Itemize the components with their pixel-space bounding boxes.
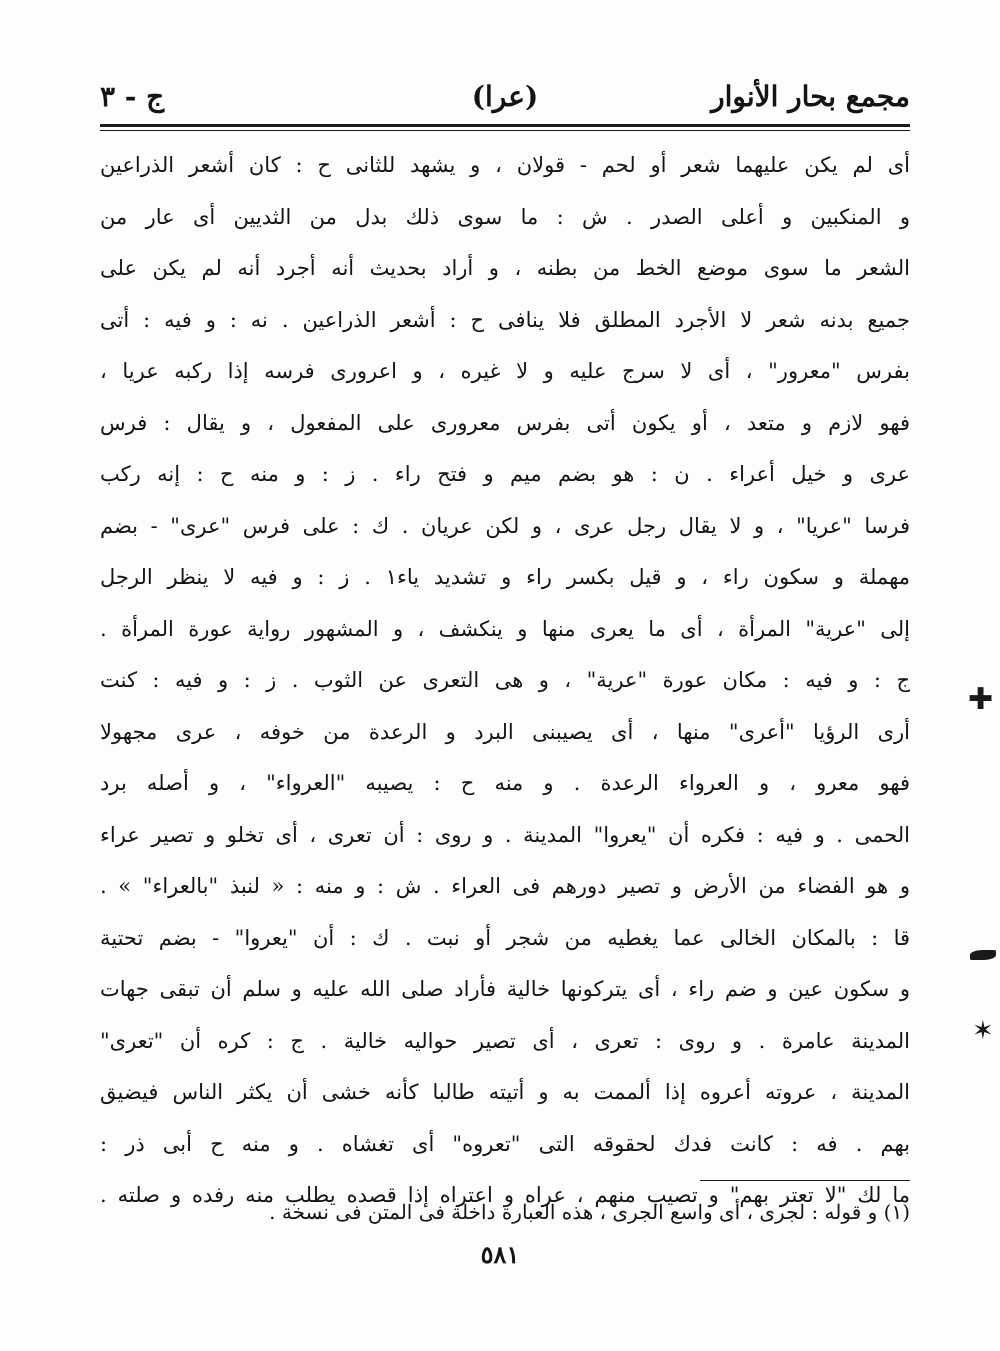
text-line: و المنكبين و أعلى الصدر . ش : ما سوى ذلك بدل من الثديين أى عار من bbox=[100, 204, 910, 229]
header-rule-thin bbox=[100, 130, 910, 131]
text-line: المدينة عامرة . و روى : تعرى ، أى تصير حواليه خالية . ج : كره أن "تعرى" bbox=[100, 1028, 910, 1053]
text-line: الشعر ما سوى موضع الخط من بطنه ، و أراد بحديث أنه أجرد أنه لم يكن على bbox=[100, 256, 910, 280]
text-line: أرى الرؤيا "أعرى" منها ، أى يصيبنى البرد و الرعدة من خوفه ، عرى مجهولا bbox=[100, 719, 910, 744]
text-line: و هو الفضاء من الأرض و تصير دورهم فى العراء . ش : و منه : « لنبذ "بالعراء" » . bbox=[100, 874, 910, 898]
text-line: ما لك "لا تعتر بهم" و تصيب منهم ، عراه و اعتراه إذا قصده يطلب منه رفده و صلته . bbox=[100, 1183, 910, 1207]
text-line: مهملة و سكون راء ، و قيل بكسر راء و تشديد ياء١ . ز : و فيه لا ينظر الرجل bbox=[100, 565, 910, 589]
margin-mark-icon: ✚ bbox=[968, 682, 994, 717]
text-line: و سكون عين و ضم راء ، أى يتركونها خالية فأراد صلى الله عليه و سلم أن تبقى جهات bbox=[100, 977, 910, 1001]
text-line: فرسا "عريا" ، و لا يقال رجل عرى ، و لكن عريان . ك : على فرس "عرى" - بضم bbox=[100, 513, 910, 538]
header-rule-thick bbox=[100, 124, 910, 127]
text-line: ج : و فيه : مكان عورة "عرية" ، و هى التعرى عن الثوب . ز : و فيه : كنت bbox=[100, 668, 910, 692]
entry-root: (عرا) bbox=[471, 80, 539, 113]
volume-number: ج - ٣ bbox=[100, 80, 165, 113]
text-line: إلى "عرية" المرأة ، أى ما يعرى منها و ينكشف ، و المشهور رواية عورة المرأة . bbox=[100, 616, 910, 641]
margin-star-icon: ✶ bbox=[972, 1016, 994, 1046]
text-line: فهو معرو ، و العرواء الرعدة . و منه ح : يصيبه "العرواء" ، و أصله برد bbox=[100, 771, 910, 795]
text-line: بهم . فه : كانت فدك لحقوقه التى "تعروه" أى تغشاه . و منه ح أبى ذر : bbox=[100, 1131, 910, 1156]
text-line: الحمى . و فيه : فكره أن "يعروا" المدينة . و روى : أن تعرى ، أى تخلو و تصير عراء bbox=[100, 822, 910, 847]
footnote: (١) و قوله : لجرى ، أى واسع الجرى ، هذه العبارة داخلة فى المتن فى نسخة . bbox=[269, 1200, 910, 1224]
main-text bbox=[100, 140, 910, 1222]
page-header bbox=[100, 72, 910, 120]
text-line: جميع بدنه شعر لا الأجرد المطلق فلا ينافى ح : أشعر الذراعين . نه : و فيه : أتى bbox=[100, 307, 910, 332]
text-line: عرى و خيل أعراء . ن : هو بضم ميم و فتح راء . ز : و منه ح : إنه ركب bbox=[100, 462, 910, 486]
page-number: ٥٨١ bbox=[480, 1240, 520, 1269]
text-line: المدينة ، عروته أعروه إذا ألممت به و أتيته طالبا كأنه خشى أن يكثر الناس فيضيق bbox=[100, 1080, 910, 1104]
text-line: قا : بالمكان الخالى عما يغطيه من شجر أو نبت . ك : أن "يعروا" - بضم تحتية bbox=[100, 925, 910, 950]
text-line: أى لم يكن عليهما شعر أو لحم - قولان ، و يشهد للثانى ح : كان أشعر الذراعين bbox=[100, 153, 910, 177]
margin-smudge-icon bbox=[970, 950, 996, 960]
text-line: فهو لازم و متعد ، أو يكون أتى بفرس معرورى على المفعول ، و يقال : فرس bbox=[100, 410, 910, 435]
footnote-rule bbox=[700, 1180, 910, 1181]
book-title: مجمع بحار الأنوار bbox=[711, 80, 910, 113]
text-line: بفرس "معرور" ، أى لا سرج عليه و لا غيره ، و اعرورى فرسه إذا ركبه عريا ، bbox=[100, 359, 910, 383]
